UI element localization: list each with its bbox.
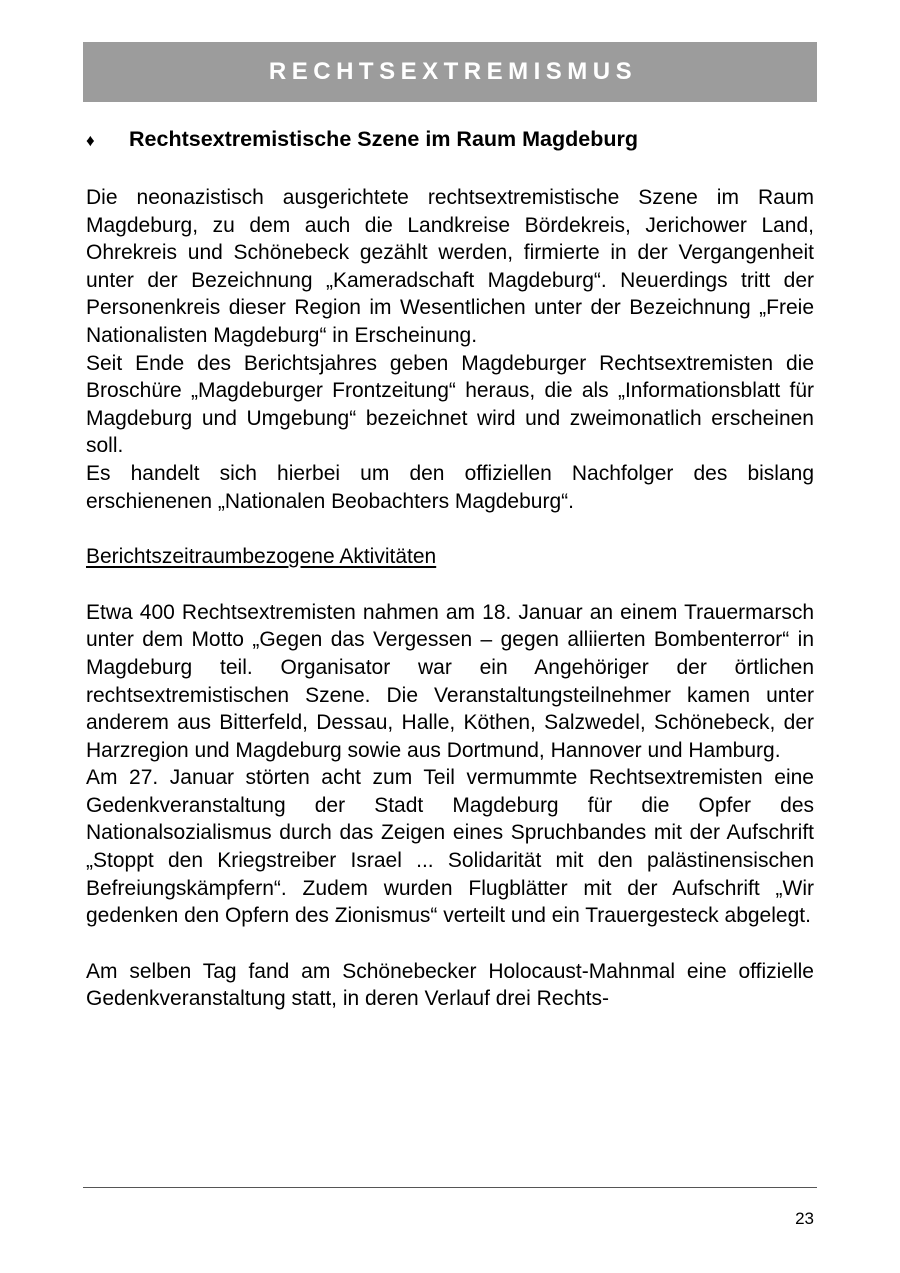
page-number: 23	[795, 1209, 814, 1228]
section-heading	[86, 124, 814, 156]
diamond-bullet-icon: ♦	[86, 131, 95, 150]
paragraph: Seit Ende des Berichtsjahres geben Magdeburger Rechtsextremisten die Broschüre „Magdeburger Frontzeitung“ heraus, die als „Informationsblatt für Magdeburg und Umgebung“ bezeichnet wird und zweimonatlich erscheinen soll.	[86, 351, 814, 458]
spacer	[86, 156, 814, 184]
spacer	[86, 930, 814, 958]
page-header-title: RECHTSEXTREMISMUS	[268, 58, 638, 85]
spacer	[86, 571, 814, 599]
main-content	[86, 121, 814, 1013]
header-bar	[83, 42, 817, 102]
activities-subheading: Berichtszeitraumbezogene Aktivitäten	[86, 545, 437, 569]
paragraph: Etwa 400 Rechtsextremisten nahmen am 18. Januar an einem Trauermarsch unter dem Motto „Gegen das Vergessen – gegen alliierten Bombenterror“ in Magdeburg teil. Organisator war ein Angehöriger der örtlichen rechtsextremistischen Szene. Die Veranstaltungsteilnehmer kamen unter anderem aus Bitterfeld, Dessau, Halle, Köthen, Salzwedel, Schönebeck, der Harzregion und Magdeburg sowie aus Dortmund, Hannover und Hamburg.	[86, 600, 814, 762]
spacer	[86, 515, 814, 543]
footer-divider	[83, 1187, 817, 1188]
paragraph: Am selben Tag fand am Schönebecker Holocaust-Mahnmal eine offizielle Gedenkveranstaltung statt, in deren Verlauf drei Rechts-	[86, 959, 814, 1011]
paragraph: Am 27. Januar störten acht zum Teil vermummte Rechtsextremisten eine Gedenkveranstaltung der Stadt Magdeburg für die Opfer des Nationalsozialismus durch das Zeigen eines Spruchbandes mit der Aufschrift „Stoppt den Kriegstreiber Israel ... Solidarität mit den palästinensischen Befreiungskämpfern“. Zudem wurden Flugblätter mit der Aufschrift „Wir gedenken den Opfern des Zionismus“ verteilt und ein Trauergesteck abgelegt.	[86, 766, 814, 928]
paragraph: Die neonazistisch ausgerichtete rechtsextremistische Szene im Raum Magdeburg, zu dem auch die Landkreise Bördekreis, Jerichower Land, Ohrekreis und Schönebeck gezählt werden, firmierte in der Vergangenheit unter der Bezeichnung „Kameradschaft Magdeburg“. Neuerdings tritt der Personenkreis dieser Region im Wesentlichen unter der Bezeichnung „Freie Nationalisten Magdeburg“ in Erscheinung.	[86, 186, 814, 347]
section-heading-text: Rechtsextremistische Szene im Raum Magdeburg	[129, 127, 638, 151]
paragraph: Es handelt sich hierbei um den offiziellen Nachfolger des bislang erschienenen „Nationalen Beobachters Magdeburg“.	[86, 461, 814, 513]
